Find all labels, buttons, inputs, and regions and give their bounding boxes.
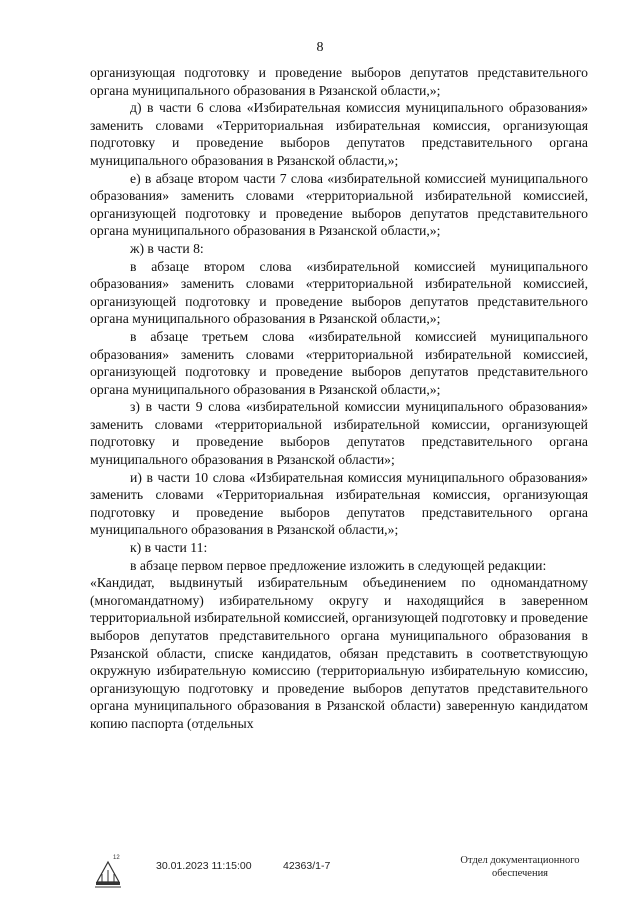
footer-department: [440, 854, 600, 880]
paragraph: в абзаце втором слова «избирательной комиссией муниципального образования» заменить словами «территориальной избирательной комиссией, организующей подготовку и проведение выборов депутатов представительного органа муниципального образования в Рязанской области,»;: [90, 258, 588, 327]
paragraph: в абзаце первом первое предложение изложить в следующей редакции:: [130, 557, 547, 573]
paragraph: «Кандидат, выдвинутый избирательным объединением по одномандатному (многомандатному) избирательному округу и находящийся в заверенном территориальной избирательной комиссией, организующей подготовку и проведение выборов депутатов представительного органа муниципального образования в Рязанской области, списке кандидатов, обязан представить в соответствующую окружную избирательную комиссию (территориальную избирательную комиссию, организующую подготовку и проведение выборов депутатов представительного органа муниципального образования в Рязанской области) заверенную кандидатом копию паспорта (отдельных: [90, 575, 588, 731]
footer-dept-line2: обеспечения: [491, 868, 549, 879]
paragraph: организующая подготовку и проведение выборов депутатов представительного органа муниципального образования в Рязанской области,»;: [90, 65, 588, 98]
paragraph: к) в части 11:: [130, 540, 208, 556]
page-number: 8: [316, 40, 324, 55]
duma-logo-icon: [93, 852, 123, 888]
paragraph: ж) в части 8:: [130, 240, 204, 256]
footer-doc-number: 42363/1-7: [283, 860, 331, 872]
footer: [0, 852, 640, 892]
footer-date: 30.01.2023 11:15:00: [156, 860, 252, 872]
document-body: [90, 64, 588, 733]
logo-caption: 12: [113, 855, 120, 861]
paragraph: в абзаце третьем слова «избирательной комиссией муниципального образования» заменить словами «территориальной избирательной комиссией, организующей подготовку и проведение выборов депутатов представительного органа муниципального образования в Рязанской области,»;: [90, 328, 588, 397]
paragraph: з) в части 9 слова «избирательной комиссии муниципального образования» заменить словами «территориальной избирательной комиссии, организующей подготовку и проведение выборов депутатов представительного органа муниципального образования в Рязанской области»;: [90, 399, 588, 468]
paragraph: и) в части 10 слова «Избирательная комиссия муниципального образования» заменить словами «Территориальная избирательная комиссия, организующая подготовку и проведение выборов депутатов представительного органа муниципального образования в Рязанской области,»;: [90, 469, 588, 538]
paragraph: е) в абзаце втором части 7 слова «избирательной комиссией муниципального образования» заменить словами «территориальной избирательной комиссией, организующей подготовку и проведение выборов депутатов представительного органа муниципального образования в Рязанской области,»;: [90, 170, 588, 239]
paragraph: д) в части 6 слова «Избирательная комиссия муниципального образования» заменить словами «Территориальная избирательная комиссия, организующая подготовку и проведение выборов депутатов представительного органа муниципального образования в Рязанской области,»;: [90, 100, 588, 168]
footer-dept-line1: Отдел документационного: [460, 855, 580, 866]
